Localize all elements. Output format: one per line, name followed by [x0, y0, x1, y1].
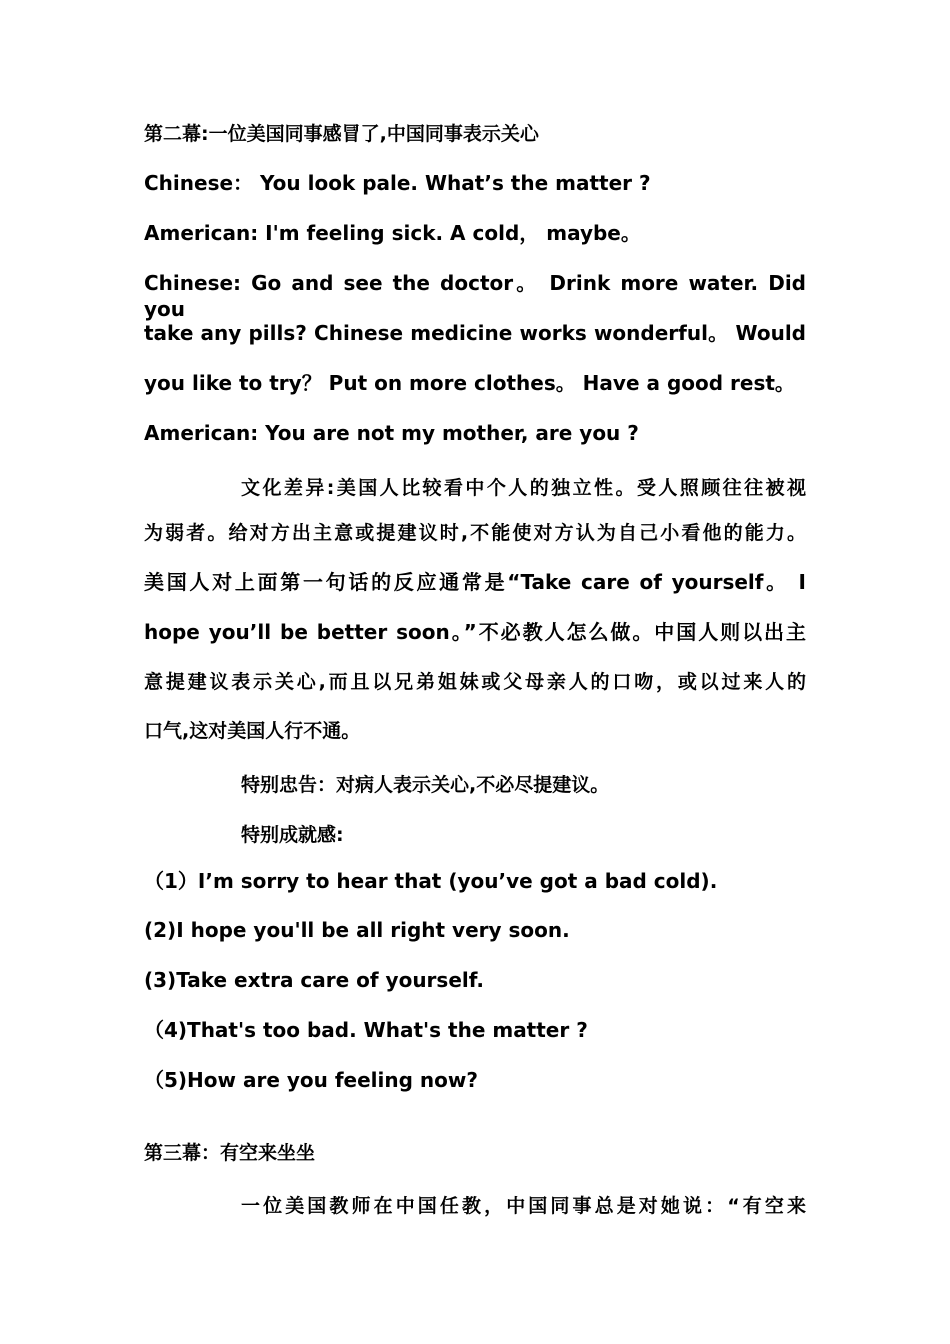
culture-paragraph-line: 意提建议表示关心,而且以兄弟姐妹或父母亲人的口吻，或以过来人的 — [144, 671, 806, 693]
dialogue-line: Chinese: Go and see the doctor。 Drink more water. Did you — [144, 271, 806, 321]
phrase-item: (2)I hope you'll be all right very soon. — [144, 918, 570, 942]
phrase-item: （4)That's too bad. What's the matter ? — [144, 1018, 588, 1042]
scene2-heading: 第二幕:一位美国同事感冒了,中国同事表示关心 — [144, 123, 539, 145]
culture-paragraph-line: hope you’ll be better soon。”不必教人怎么做。中国人则以出主 — [144, 620, 806, 644]
culture-paragraph-line: 美国人对上面第一句话的反应通常是“Take care of yourself。 I — [144, 570, 806, 594]
dialogue-line: you like to try？ Put on more clothes。 Have a good rest。 — [144, 371, 795, 395]
phrase-item: （1）I’m sorry to hear that (you’ve got a bad cold). — [144, 869, 718, 893]
scene3-intro: 一位美国教师在中国任教，中国同事总是对她说：“有空来 — [241, 1195, 806, 1217]
dialogue-line: American: I'm feeling sick. A cold， maybe。 — [144, 221, 641, 245]
culture-paragraph-line: 为弱者。给对方出主意或提建议时,不能使对方认为自己小看他的能力。 — [144, 522, 806, 544]
phrase-item: (3)Take extra care of yourself. — [144, 968, 484, 992]
dialogue-line: American: You are not my mother, are you ? — [144, 421, 639, 445]
special-warning: 特别忠告：对病人表示关心,不必尽提建议。 — [241, 774, 610, 796]
culture-paragraph-line: 口气,这对美国人行不通。 — [144, 720, 361, 742]
phrase-item: （5)How are you feeling now? — [144, 1068, 478, 1092]
dialogue-line: take any pills? Chinese medicine works wonderful。 Would — [144, 321, 806, 345]
dialogue-line: Chinese： You look pale. What’s the matter ? — [144, 171, 651, 195]
scene3-heading: 第三幕：有空来坐坐 — [144, 1142, 316, 1164]
achievement-title: 特别成就感: — [241, 824, 344, 846]
culture-paragraph-line: 文化差异:美国人比较看中个人的独立性。受人照顾往往被视 — [241, 477, 806, 499]
